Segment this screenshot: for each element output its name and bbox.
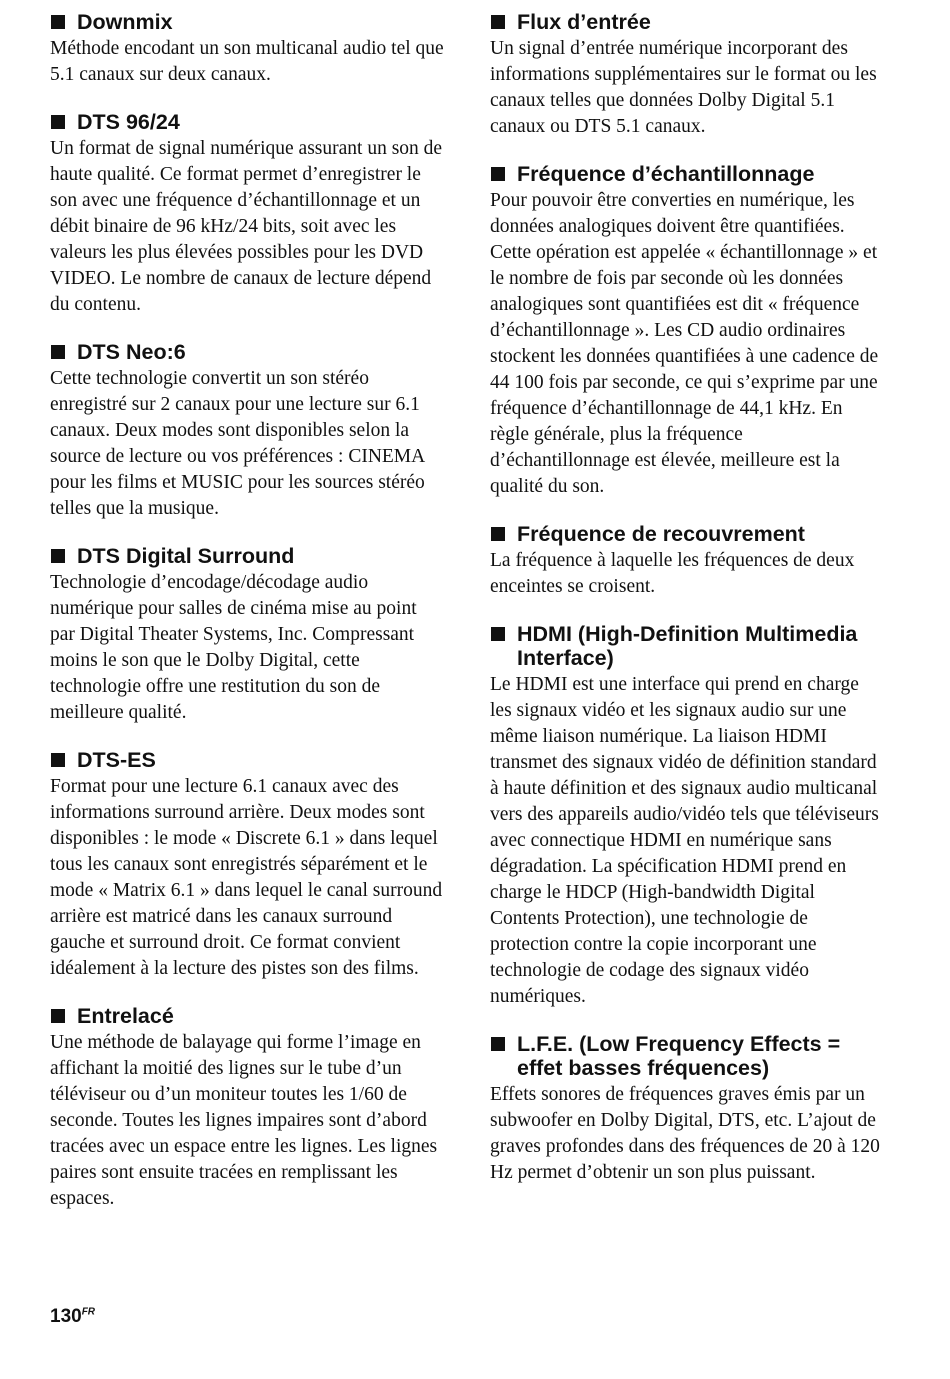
glossary-definition: Technologie d’encodage/décodage audio numérique pour salles de cinéma mise au point par Digital Theater Systems, Inc. Compressant moins le son que le Dolby Digital, cette technologie offre une restitution du son de meilleure qualité.: [50, 572, 417, 723]
glossary-entry: [490, 522, 885, 600]
glossary-definition: Méthode encodant un son multicanal audio tel que 5.1 canaux sur deux canaux.: [50, 38, 444, 85]
glossary-definition: Le HDMI est une interface qui prend en charge les signaux vidéo et les signaux audio sur une même liaison numérique. La liaison HDMI transmet des signaux vidéo de définition standard à haute définition et des signaux audio multicanal vers des appareils audio/vidéo tels que téléviseurs avec connectique HDMI en numérique sans dégradation. La spécification HDMI prend en charge le HDCP (High-bandwidth Digital Contents Protection), une technologie de protection contre la copie incorporant une technologie de codage des signaux vidéo numériques.: [490, 674, 879, 1007]
glossary-entry: [50, 10, 445, 88]
glossary-term: HDMI (High-Definition Multimedia Interface): [490, 622, 885, 670]
glossary-entry: [50, 1004, 445, 1212]
glossary-entry: [50, 110, 445, 318]
glossary-entry: [490, 1032, 885, 1186]
square-bullet-icon: [491, 167, 505, 181]
glossary-entry: [490, 10, 885, 140]
square-bullet-icon: [51, 115, 65, 129]
page-number: $130^{FR}$: [50, 1306, 96, 1327]
square-bullet-icon: [491, 15, 505, 29]
square-bullet-icon: [51, 1009, 65, 1023]
glossary-term: L.F.E. (Low Frequency Effects = effet basses fréquences): [490, 1032, 885, 1080]
glossary-definition: Format pour une lecture 6.1 canaux avec des informations surround arrière. Deux modes sont disponibles : le mode « Discrete 6.1 » dans lequel tous les canaux sont enregistrés séparément et le mode « Matrix 6.1 » dans lequel le canal surround arrière est matricé dans les canaux surround gauche et surround droit. Ce format convient idéalement à la lecture des pistes son des films.: [50, 776, 443, 979]
square-bullet-icon: [51, 753, 65, 767]
square-bullet-icon: [491, 627, 505, 641]
right-column: [490, 10, 885, 1208]
page-language: FR: [81, 1306, 96, 1318]
square-bullet-icon: [51, 15, 65, 29]
square-bullet-icon: [491, 527, 505, 541]
glossary-entry: [490, 162, 885, 500]
glossary-entry: [50, 544, 445, 726]
glossary-definition: Pour pouvoir être converties en numérique, les données analogiques doivent être quantifiées. Cette opération est appelée « échantillonnage » et le nombre de fois par seconde où les données analogiques sont quantifiées est dit « fréquence d’échantillonnage ». Les CD audio ordinaires stockent les données quantifiées à une cadence de 44 100 fois par seconde, ce qui s’exprime par une fréquence d’échantillonnage de 44,1 kHz. En règle générale, plus la fréquence d’échantillonnage est élevée, meilleure est la qualité du son.: [490, 190, 879, 497]
glossary-entry: [490, 622, 885, 1010]
glossary-term: DTS Digital Surround: [50, 544, 445, 568]
glossary-term: DTS Neo:6: [50, 340, 445, 364]
glossary-entry: [50, 340, 445, 522]
glossary-term: Fréquence de recouvrement: [490, 522, 885, 546]
square-bullet-icon: [51, 549, 65, 563]
glossary-term: Entrelacé: [50, 1004, 445, 1028]
left-column: [50, 10, 445, 1234]
glossary-entry: [50, 748, 445, 982]
glossary-definition: Une méthode de balayage qui forme l’image en affichant la moitié des lignes sur le tube d’un téléviseur ou d’un moniteur toutes les 1/60 de seconde. Toutes les lignes impaires sont d’abord tracées avec un espace entre les lignes. Les lignes paires sont ensuite tracées en remplissant les espaces.: [50, 1032, 438, 1209]
glossary-term: Downmix: [50, 10, 445, 34]
glossary-definition: La fréquence à laquelle les fréquences de deux enceintes se croisent.: [490, 550, 855, 597]
glossary-definition: Un format de signal numérique assurant un son de haute qualité. Ce format permet d’enregistrer le son avec une fréquence d’échantillonnage et un débit binaire de 96 kHz/24 bits, soit avec les valeurs les plus élevées possibles pour les DVD VIDEO. Le nombre de canaux de lecture dépend du contenu.: [50, 138, 443, 315]
square-bullet-icon: [51, 345, 65, 359]
glossary-definition: Cette technologie convertit un son stéréo enregistré sur 2 canaux pour une lecture sur 6.1 canaux. Deux modes sont disponibles selon la source de lecture ou vos préférences : CINEMA pour les films et MUSIC pour les sources stéréo telles que la musique.: [50, 368, 425, 519]
glossary-term: DTS-ES: [50, 748, 445, 772]
glossary-definition: Un signal d’entrée numérique incorporant des informations supplémentaires sur le format ou les canaux telles que données Dolby Digital 5.1 canaux ou DTS 5.1 canaux.: [490, 38, 877, 137]
square-bullet-icon: [491, 1037, 505, 1051]
glossary-term: Flux d’entrée: [490, 10, 885, 34]
glossary-term: Fréquence d’échantillonnage: [490, 162, 885, 186]
glossary-definition: Effets sonores de fréquences graves émis par un subwoofer en Dolby Digital, DTS, etc. L’ajout de graves profondes dans des fréquences de 20 à 120 Hz permet d’obtenir un son plus puissant.: [490, 1084, 880, 1183]
glossary-term: DTS 96/24: [50, 110, 445, 134]
